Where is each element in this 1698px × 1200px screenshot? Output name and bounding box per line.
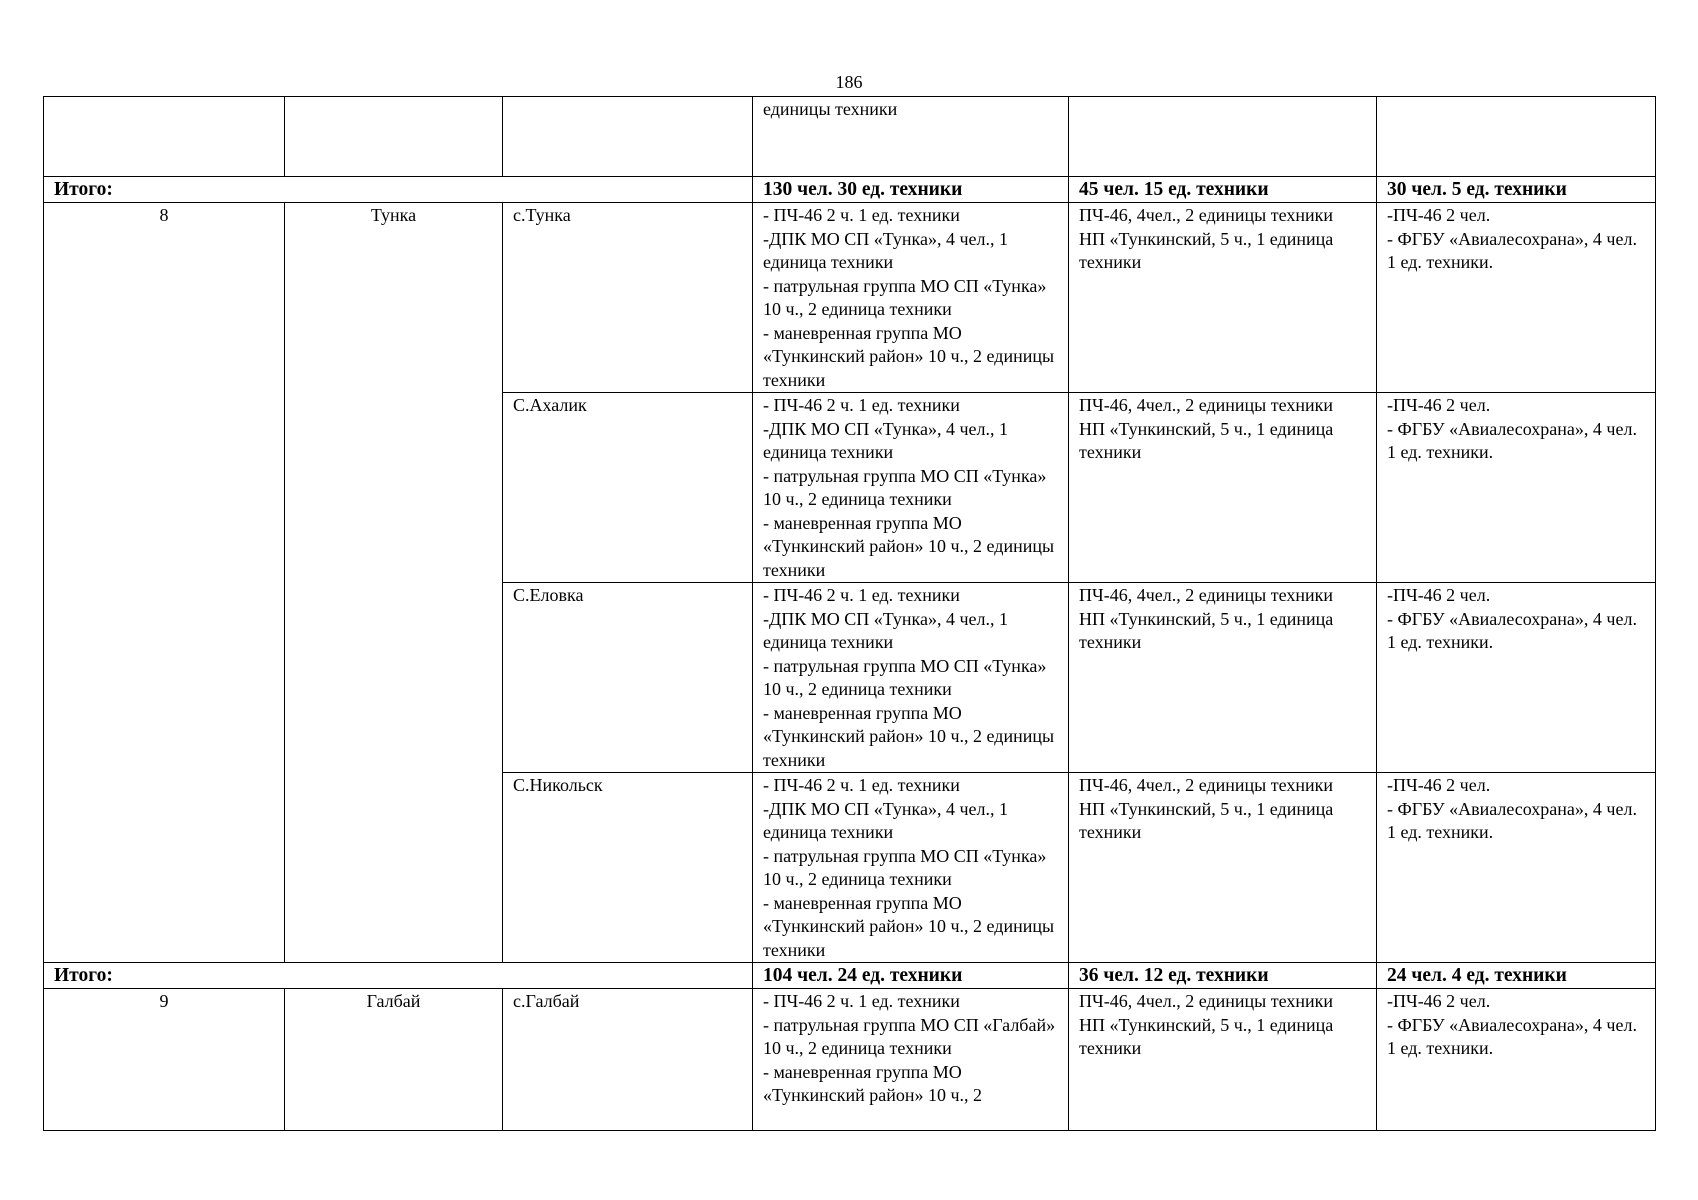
settlement-cell: С.Ахалик xyxy=(503,393,753,583)
total-forces: 104 чел. 24 ед. техники xyxy=(753,963,1069,989)
total-row xyxy=(44,177,1656,203)
settlement-cell: С.Еловка xyxy=(503,583,753,773)
table-row xyxy=(44,203,1656,393)
total-label: Итого: xyxy=(44,963,753,989)
total-other: 30 чел. 5 ед. техники xyxy=(1377,177,1656,203)
forces-cell: - ПЧ-46 2 ч. 1 ед. техники - патрульная группа МО СП «Галбай» 10 ч., 2 единица техники - маневренная группа МО «Тункинский район» 10 ч., 2 xyxy=(753,989,1069,1131)
table-cell xyxy=(44,97,285,177)
table-cell: единицы техники xyxy=(753,97,1069,177)
table-row xyxy=(44,989,1656,1131)
other-cell: -ПЧ-46 2 чел. - ФГБУ «Авиалесохрана», 4 чел. 1 ед. техники. xyxy=(1377,989,1656,1131)
page-number: 186 xyxy=(835,72,863,92)
other-cell: -ПЧ-46 2 чел. - ФГБУ «Авиалесохрана», 4 чел. 1 ед. техники. xyxy=(1377,203,1656,393)
total-reserve: 45 чел. 15 ед. техники xyxy=(1069,177,1377,203)
table-cell xyxy=(1377,97,1656,177)
forces-cell: - ПЧ-46 2 ч. 1 ед. техники -ДПК МО СП «Тунка», 4 чел., 1 единица техники - патрульная группа МО СП «Тунка» 10 ч., 2 единица техники - маневренная группа МО «Тункинский район» 10 ч., 2 единицы техники xyxy=(753,203,1069,393)
forces-cell: - ПЧ-46 2 ч. 1 ед. техники -ДПК МО СП «Тунка», 4 чел., 1 единица техники - патрульная группа МО СП «Тунка» 10 ч., 2 единица техники - маневренная группа МО «Тункинский район» 10 ч., 2 единицы техники xyxy=(753,393,1069,583)
settlement-cell: с.Галбай xyxy=(503,989,753,1131)
section-number: 9 xyxy=(44,989,285,1131)
reserve-cell: ПЧ-46, 4чел., 2 единицы техники НП «Тункинский, 5 ч., 1 единица техники xyxy=(1069,393,1377,583)
reserve-cell: ПЧ-46, 4чел., 2 единицы техники НП «Тункинский, 5 ч., 1 единица техники xyxy=(1069,583,1377,773)
other-cell: -ПЧ-46 2 чел. - ФГБУ «Авиалесохрана», 4 чел. 1 ед. техники. xyxy=(1377,583,1656,773)
total-reserve: 36 чел. 12 ед. техники xyxy=(1069,963,1377,989)
reserve-cell: ПЧ-46, 4чел., 2 единицы техники НП «Тункинский, 5 ч., 1 единица техники xyxy=(1069,773,1377,963)
section-name: Галбай xyxy=(285,989,503,1131)
total-row xyxy=(44,963,1656,989)
forces-cell: - ПЧ-46 2 ч. 1 ед. техники -ДПК МО СП «Тунка», 4 чел., 1 единица техники - патрульная группа МО СП «Тунка» 10 ч., 2 единица техники - маневренная группа МО «Тункинский район» 10 ч., 2 единицы техники xyxy=(753,773,1069,963)
total-forces: 130 чел. 30 ед. техники xyxy=(753,177,1069,203)
table-cell xyxy=(285,97,503,177)
table-row xyxy=(44,97,1656,177)
table-cell xyxy=(503,97,753,177)
table-cell xyxy=(1069,97,1377,177)
reserve-cell: ПЧ-46, 4чел., 2 единицы техники НП «Тункинский, 5 ч., 1 единица техники xyxy=(1069,203,1377,393)
other-cell: -ПЧ-46 2 чел. - ФГБУ «Авиалесохрана», 4 чел. 1 ед. техники. xyxy=(1377,773,1656,963)
settlement-cell: С.Никольск xyxy=(503,773,753,963)
total-label: Итого: xyxy=(44,177,753,203)
total-other: 24 чел. 4 ед. техники xyxy=(1377,963,1656,989)
settlement-cell: с.Тунка xyxy=(503,203,753,393)
section-number: 8 xyxy=(44,203,285,963)
forces-cell: - ПЧ-46 2 ч. 1 ед. техники -ДПК МО СП «Тунка», 4 чел., 1 единица техники - патрульная группа МО СП «Тунка» 10 ч., 2 единица техники - маневренная группа МО «Тункинский район» 10 ч., 2 единицы техники xyxy=(753,583,1069,773)
document-table xyxy=(43,96,1656,1131)
section-name: Тунка xyxy=(285,203,503,963)
other-cell: -ПЧ-46 2 чел. - ФГБУ «Авиалесохрана», 4 чел. 1 ед. техники. xyxy=(1377,393,1656,583)
reserve-cell: ПЧ-46, 4чел., 2 единицы техники НП «Тункинский, 5 ч., 1 единица техники xyxy=(1069,989,1377,1131)
